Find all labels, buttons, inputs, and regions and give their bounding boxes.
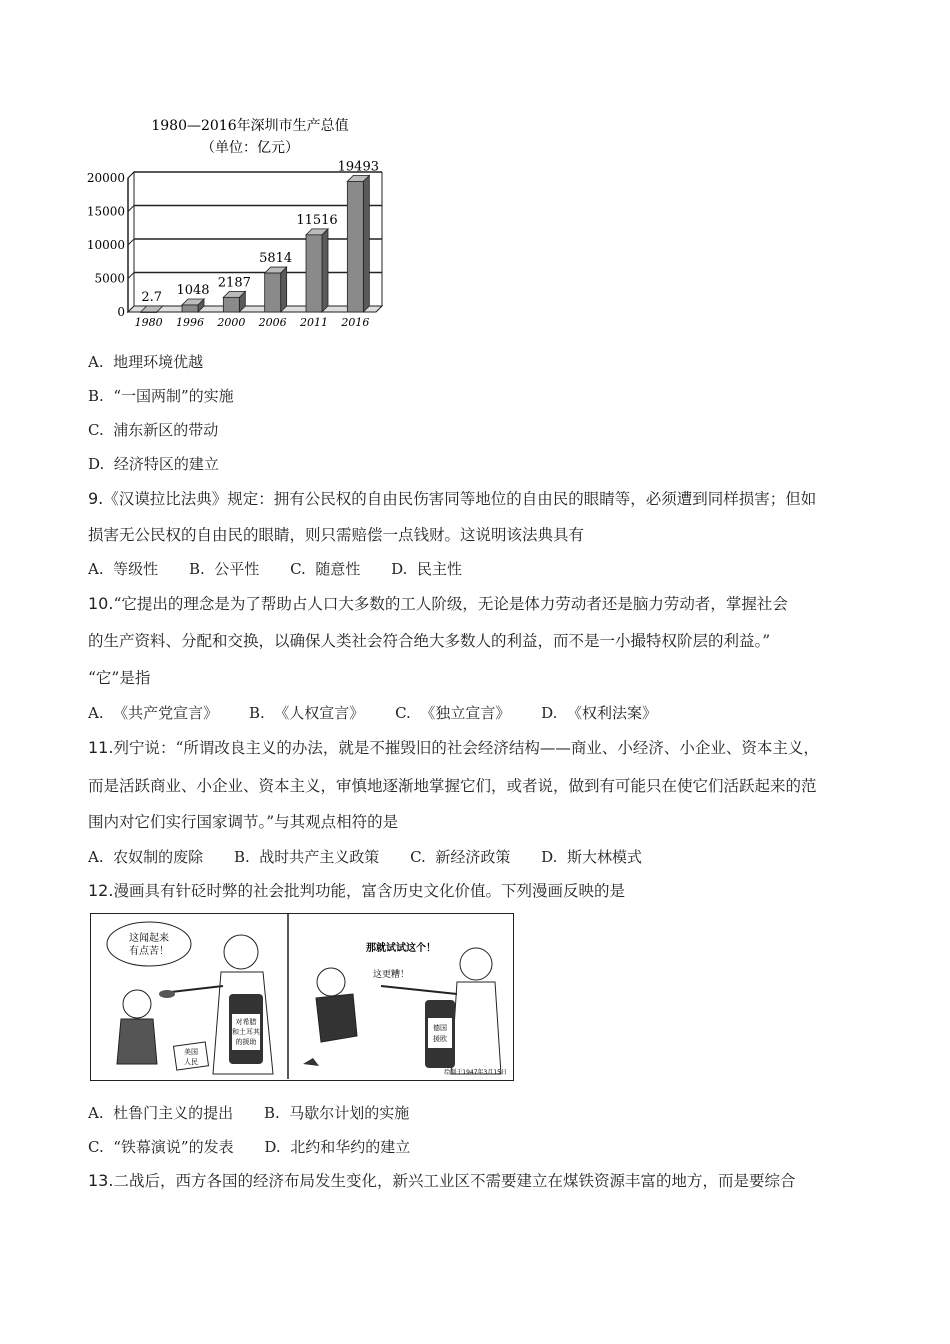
right-bottle-text-2: 援欧 (433, 1035, 447, 1043)
chart-ytick-label: 15000 (86, 204, 125, 219)
chart-bar (306, 235, 322, 312)
chart-xtick-label: 1980 (134, 316, 163, 329)
cold-war-cartoon (90, 913, 514, 1081)
left-small-man-body (117, 1019, 157, 1064)
left-tall-man-head (224, 935, 258, 969)
chart-bar (223, 297, 239, 312)
q13-stem-line-1: 13.二战后，西方各国的经济布局发生变化，新兴工业区不需要建立在煤铁资源丰富的地方，而是要综合 (88, 1171, 796, 1190)
q8-option-c: C. 浦东新区的带动 (88, 421, 219, 439)
chart-bar-side (363, 175, 369, 312)
chart-bar-side (322, 229, 328, 312)
q12-options-row-1: A. 杜鲁门主义的提出 B. 马歇尔计划的实施 (88, 1104, 410, 1122)
chart-xtick-label: 2006 (258, 316, 287, 329)
chart-value-label: 19493 (337, 159, 380, 175)
left-bottle-text-3: 的援助 (235, 1038, 257, 1046)
left-bottle-text-2: 和土耳其 (232, 1028, 260, 1036)
q8-option-a: A. 地理环境优越 (88, 353, 204, 371)
q9-stem-line-2: 损害无公民权的自由民的眼睛，则只需赔偿一点钱财。这说明该法典具有 (88, 526, 585, 544)
left-small-man-head (123, 990, 151, 1018)
chart-value-label: 2.7 (141, 289, 163, 305)
right-bottle-label (428, 1018, 452, 1048)
chart-xtick-label: 2016 (341, 316, 370, 329)
chart-xtick-label: 2011 (300, 316, 328, 329)
left-bottle-text-1: 对希腊 (235, 1018, 257, 1026)
chart-bar (347, 181, 363, 312)
left-paper-text-2: 人民 (184, 1058, 198, 1066)
right-speech-text: 那就试试这个！ (366, 943, 436, 954)
chart-bar (265, 273, 281, 312)
q9-options: A. 等级性 B. 公平性 C. 随意性 D. 民主性 (88, 560, 462, 578)
right-bottle-text-1: 德国 (433, 1024, 447, 1032)
chart-xtick-label: 1996 (176, 316, 204, 329)
chart-value-label: 11516 (296, 212, 338, 228)
q12-stem: 12.漫画具有针砭时弊的社会批判功能，富含历史文化价值。下列漫画反映的是 (88, 881, 625, 900)
q8-option-d: D. 经济特区的建立 (88, 455, 219, 473)
q10-stem-line-3: “它”是指 (88, 669, 151, 687)
chart-ytick-label: 20000 (86, 171, 125, 185)
left-spoon-bowl (159, 990, 175, 998)
right-cry-text: 这更糟！ (372, 970, 410, 980)
q10-stem-line-1: 10.“它提出的理念是为了帮助占人口大多数的工人阶级，无论是体力劳动者还是脑力劳动者，掌握社会 (88, 594, 788, 613)
q11-stem-line-2: 而是活跃商业、小企业、资本主义，审慎地逐渐地掌握它们，或者说，做到有可能只在使它们活跃起来的范 (88, 777, 817, 795)
q11-options: A. 农奴制的废除 B. 战时共产主义政策 C. 新经济政策 D. 斯大林模式 (88, 848, 642, 866)
chart-value-label: 5814 (259, 251, 293, 267)
chart-subtitle: （单位：亿元） (201, 140, 299, 156)
gdp-bar-chart (80, 112, 410, 342)
q10-stem-line-2: 的生产资料、分配和交换，以确保人类社会符合绝大多数人的利益，而不是一小撮特权阶层的利益。” (88, 632, 771, 650)
right-tall-man-head (460, 948, 492, 980)
left-paper-text-1: 美国 (184, 1048, 198, 1056)
q12-options-row-2: C. “铁幕演说”的发表 D. 北约和华约的建立 (88, 1138, 411, 1156)
left-spoon (171, 986, 223, 992)
chart-title: 1980—2016年深圳市生产总值 (151, 118, 349, 134)
chart-bar (182, 305, 198, 312)
cartoon-drawing (91, 914, 512, 1079)
chart-bar (141, 312, 157, 313)
chart-value-label: 1048 (176, 282, 210, 298)
right-small-man-body (316, 994, 357, 1042)
cartoon-credit: 绘制于1947年3月15日 (444, 1069, 507, 1076)
left-bubble-line-1: 这闻起来 (129, 933, 169, 944)
chart-canvas (80, 112, 410, 342)
chart-bar-side (281, 267, 287, 312)
chart-floor (128, 306, 382, 312)
q9-stem-line-1: 9.《汉谟拉比法典》规定：拥有公民权的自由民伤害同等地位的自由民的眼睛等，必须遭到同样损害；但如 (88, 489, 817, 508)
right-fallen-shoe (303, 1058, 319, 1066)
chart-value-label: 2187 (217, 275, 251, 291)
right-spoon (381, 986, 457, 994)
chart-ytick-label: 5000 (94, 271, 125, 286)
q11-stem-line-3: 围内对它们实行国家调节。”与其观点相符的是 (88, 813, 399, 831)
q11-stem-line-1: 11.列宁说：“所谓改良主义的办法，就是不摧毁旧的社会经济结构——商业、小经济、小企业、资本主义， (88, 738, 819, 757)
chart-xtick-label: 2000 (217, 316, 246, 329)
chart-ytick-label: 0 (117, 305, 125, 319)
left-bubble-line-2: 有点苦！ (129, 946, 169, 957)
left-speech-bubble (107, 922, 191, 966)
right-small-man-head (317, 968, 345, 996)
q8-option-b: B. “一国两制”的实施 (88, 387, 234, 405)
right-tall-man-coat (451, 982, 501, 1074)
q10-options: A. 《共产党宣言》 B. 《人权宣言》 C. 《独立宣言》 D. 《权利法案》 (88, 704, 657, 722)
chart-ytick-label: 10000 (86, 238, 125, 252)
